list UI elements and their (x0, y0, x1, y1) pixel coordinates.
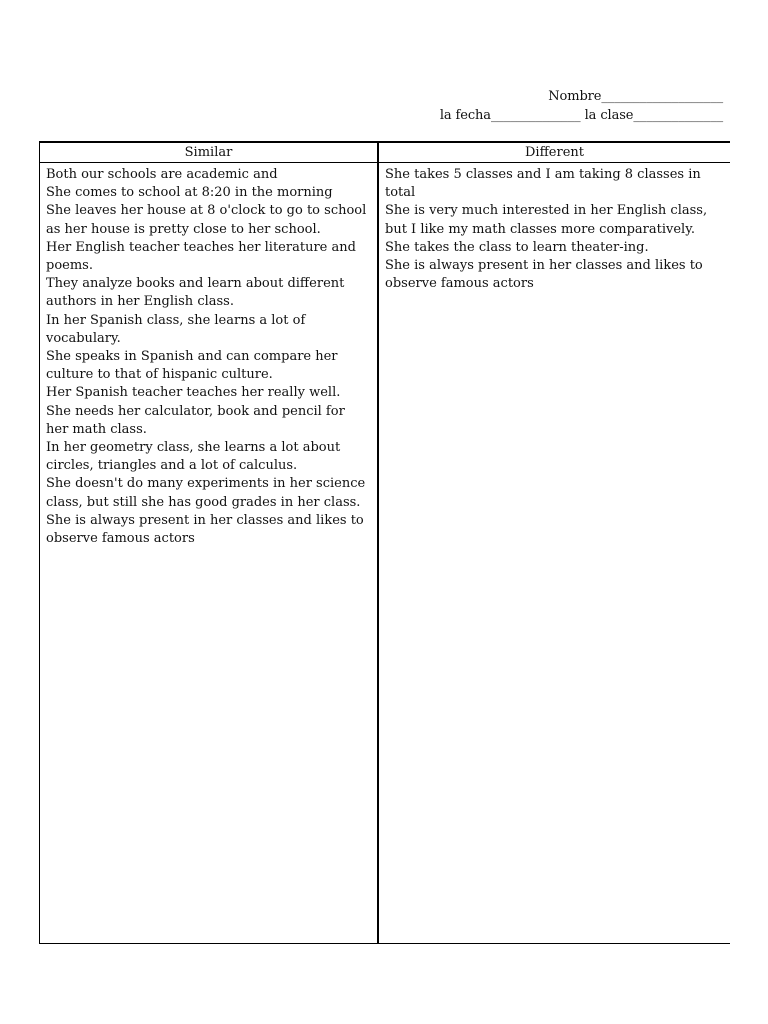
different-column-header: Different (379, 143, 730, 163)
similar-item: In her geometry class, she learns a lot about circles, triangles and a lot of calculus. (46, 440, 341, 474)
similar-item: Both our schools are academic and (46, 167, 278, 182)
similar-item: She needs her calculator, book and pencil for her math class. (46, 403, 345, 437)
similar-item: Her English teacher teaches her literature and poems. (46, 239, 356, 274)
similar-column-header: Similar (40, 143, 377, 163)
similar-item: She is always present in her classes and likes to observe famous actors (46, 512, 364, 547)
name-field-line: Nombre___________________ (548, 89, 723, 104)
similar-item: She doesn't do many experiments in her science class, but still she has good grades in her class. (46, 476, 366, 510)
date-class-field-line: la fecha______________ la clase______________ (439, 108, 723, 123)
similar-item: They analyze books and learn about different authors in her English class. (46, 276, 345, 310)
different-column (379, 143, 730, 943)
comparison-table (39, 141, 730, 944)
similar-item: She comes to school at 8:20 in the morning (46, 185, 333, 201)
different-column-body (379, 163, 730, 293)
similar-item: She leaves her house at 8 o'clock to go to school as her house is pretty close to her school. (46, 203, 367, 237)
similar-item: In her Spanish class, she learns a lot of vocabulary. (46, 312, 306, 346)
different-item: She is always present in her classes and likes to observe famous actors (385, 258, 703, 292)
similar-item: She speaks in Spanish and can compare her culture to that of hispanic culture. (46, 349, 338, 383)
similar-item: Her Spanish teacher teaches her really well. (46, 385, 341, 401)
different-item: She takes the class to learn theater-ing. (385, 239, 649, 255)
similar-column (40, 143, 379, 943)
different-item: She takes 5 classes and I am taking 8 classes in total (385, 167, 701, 201)
similar-column-body (40, 163, 377, 548)
different-item: She is very much interested in her English class, but I like my math classes more comparatively. (385, 203, 708, 237)
